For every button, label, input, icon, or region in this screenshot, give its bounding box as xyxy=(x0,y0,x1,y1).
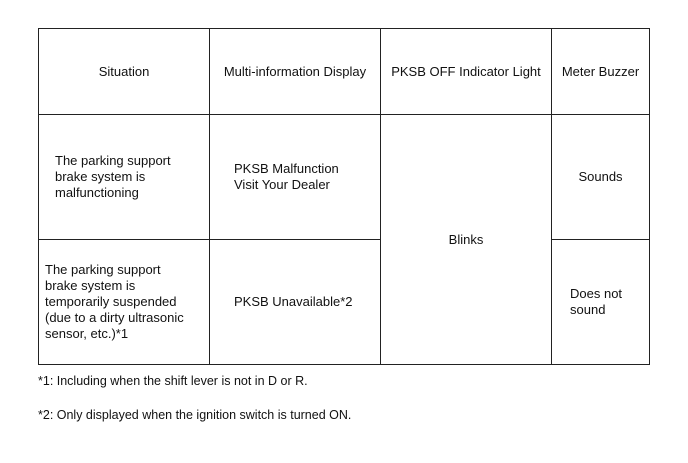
row2-buzzer: Does not sound xyxy=(552,240,650,365)
indicator-merged-cell: Blinks xyxy=(381,115,552,365)
header-display: Multi-information Display xyxy=(210,29,381,115)
pksb-warning-table xyxy=(38,28,650,365)
row2-situation: The parking support brake system is temporarily suspended (due to a dirty ultrasonic sensor, etc.)*1 xyxy=(39,240,210,365)
header-row xyxy=(39,29,650,115)
header-indicator: PKSB OFF Indicator Light xyxy=(381,29,552,115)
row2-display: PKSB Unavailable*2 xyxy=(210,240,381,365)
row1-display: PKSB Malfunction Visit Your Dealer xyxy=(210,115,381,240)
header-buzzer: Meter Buzzer xyxy=(552,29,650,115)
header-situation: Situation xyxy=(39,29,210,115)
row1-situation: The parking support brake system is malfunctioning xyxy=(39,115,210,240)
row1-buzzer: Sounds xyxy=(552,115,650,240)
footnote-1: *1: Including when the shift lever is not in D or R. xyxy=(38,374,308,388)
table-row xyxy=(39,115,650,240)
footnote-2: *2: Only displayed when the ignition switch is turned ON. xyxy=(38,408,352,422)
pksb-warning-table-container xyxy=(38,28,649,363)
table-row xyxy=(39,240,650,365)
